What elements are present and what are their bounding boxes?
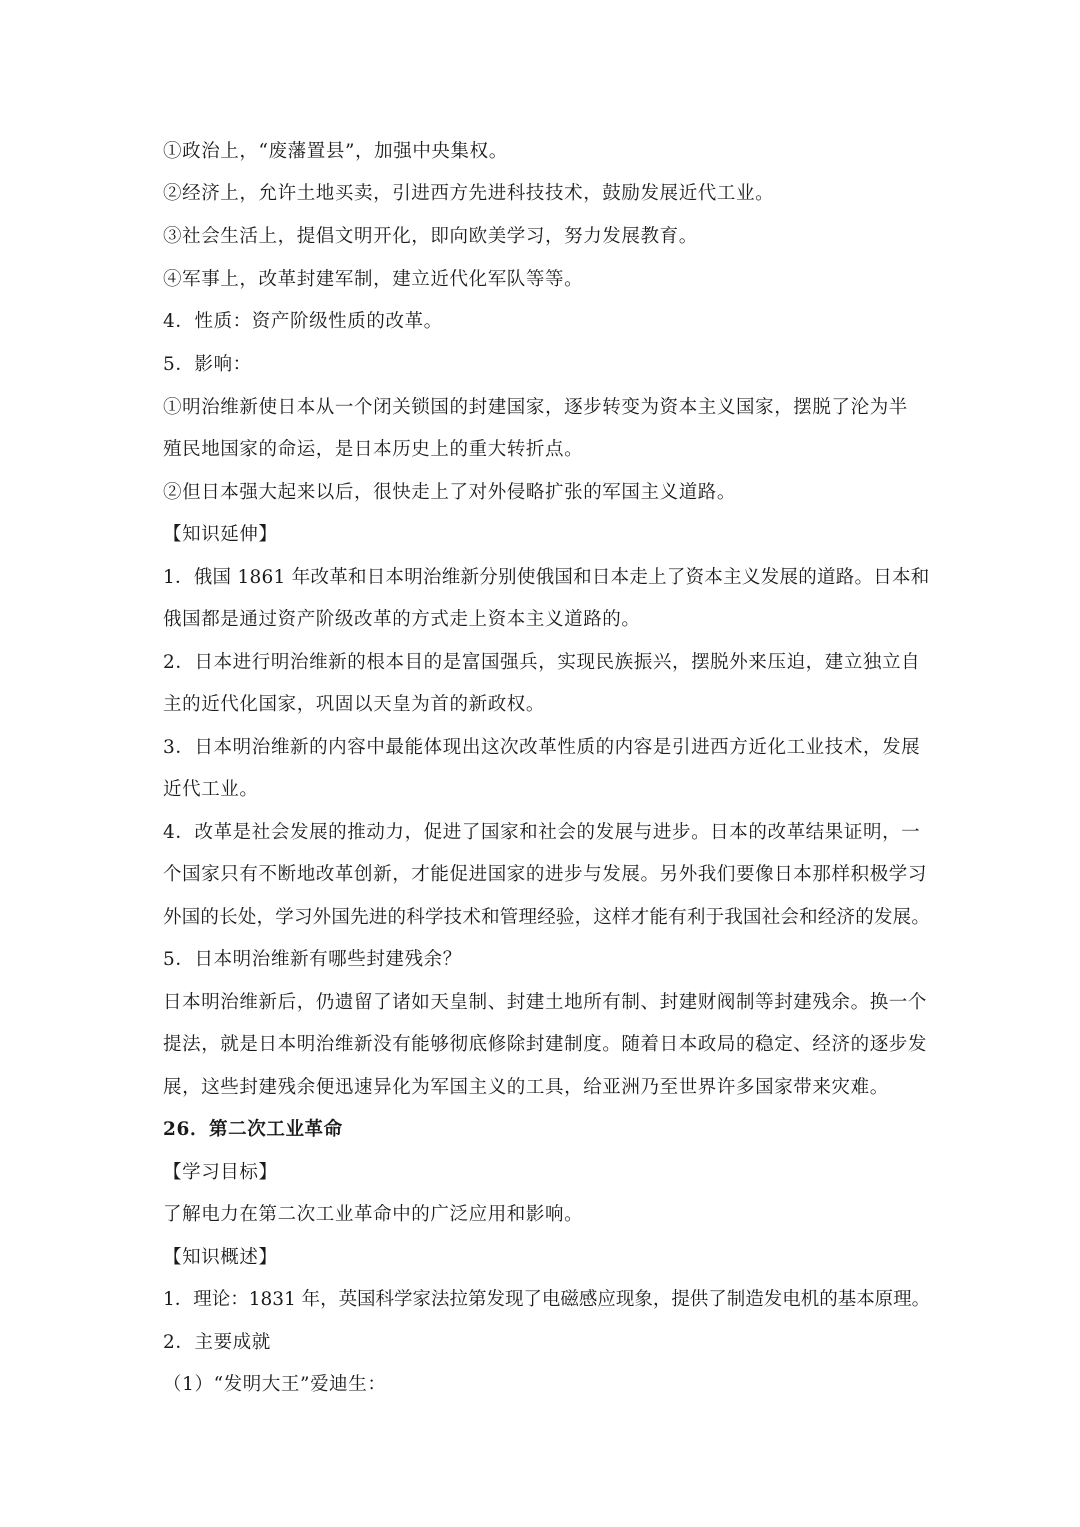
text-line <box>0 1285 1080 1315</box>
text-line <box>0 137 1080 167</box>
text-line <box>0 435 1080 465</box>
line-text: 5．影响： <box>163 354 252 375</box>
line-text: ①政治上，“废藩置县”，加强中央集权。 <box>163 141 508 162</box>
heading-text: 【学习目标】 <box>163 1162 278 1183</box>
text-line <box>0 903 1080 933</box>
text-line <box>0 478 1080 508</box>
text-line <box>0 222 1080 252</box>
line-text: 4．改革是社会发展的推动力，促进了国家和社会的发展与进步。日本的改革结果证明，一 <box>163 822 921 843</box>
line-text: 殖民地国家的命运，是日本历史上的重大转折点。 <box>163 439 584 460</box>
text-line <box>0 648 1080 678</box>
text-line <box>0 945 1080 975</box>
line-text: 主的近代化国家，巩固以天皇为首的新政权。 <box>163 694 546 715</box>
line-text: ②经济上，允许土地买卖，引进西方先进科技技术，鼓励发展近代工业。 <box>163 183 775 204</box>
line-text: ③社会生活上，提倡文明开化，即向欧美学习，努力发展教育。 <box>163 226 698 247</box>
text-line <box>0 1370 1080 1400</box>
text-line <box>0 988 1080 1018</box>
line-text: 5．日本明治维新有哪些封建残余？ <box>163 949 462 970</box>
text-line <box>0 818 1080 848</box>
line-text: 1．理论：1831 年，英国科学家法拉第发现了电磁感应现象，提供了制造发电机的基本原理。 <box>163 1289 931 1310</box>
line-text: ④军事上，改革封建军制，建立近代化军队等等。 <box>163 269 584 290</box>
text-line <box>0 179 1080 209</box>
text-line <box>0 1328 1080 1358</box>
line-text: 展，这些封建残余便迅速异化为军国主义的工具，给亚洲乃至世界许多国家带来灾难。 <box>163 1077 889 1098</box>
section-heading <box>0 520 1080 550</box>
chapter-title <box>0 1115 1080 1145</box>
line-text: 4．性质：资产阶级性质的改革。 <box>163 311 443 332</box>
text-line <box>0 605 1080 635</box>
line-text: 日本明治维新后，仍遗留了诸如天皇制、封建土地所有制、封建财阀制等封建残余。换一个 <box>163 992 928 1013</box>
line-text: 2．主要成就 <box>163 1332 271 1353</box>
text-line <box>0 307 1080 337</box>
line-text: 1．俄国 1861 年改革和日本明治维新分别使俄国和日本走上了资本主义发展的道路。日本和 <box>163 567 930 588</box>
line-text: 个国家只有不断地改革创新，才能促进国家的进步与发展。另外我们要像日本那样积极学习 <box>163 864 928 885</box>
section-heading <box>0 1243 1080 1273</box>
line-text: 3．日本明治维新的内容中最能体现出这次改革性质的内容是引进西方近化工业技术，发展 <box>163 737 921 758</box>
text-line <box>0 775 1080 805</box>
line-text: ②但日本强大起来以后，很快走上了对外侵略扩张的军国主义道路。 <box>163 482 737 503</box>
text-line <box>0 1073 1080 1103</box>
text-line <box>0 860 1080 890</box>
line-text: 2．日本进行明治维新的根本目的是富国强兵，实现民族振兴，摆脱外来压迫，建立独立自 <box>163 652 921 673</box>
line-text: ①明治维新使日本从一个闭关锁国的封建国家，逐步转变为资本主义国家，摆脱了沦为半 <box>163 397 908 418</box>
line-text: （1）“发明大王”爱迪生： <box>163 1374 387 1395</box>
section-heading <box>0 1158 1080 1188</box>
text-line <box>0 1030 1080 1060</box>
line-text: 俄国都是通过资产阶级改革的方式走上资本主义道路的。 <box>163 609 641 630</box>
heading-text: 【知识概述】 <box>163 1247 278 1268</box>
text-line <box>0 563 1080 593</box>
text-line <box>0 350 1080 380</box>
text-line <box>0 690 1080 720</box>
text-line <box>0 1200 1080 1230</box>
text-line <box>0 733 1080 763</box>
line-text: 了解电力在第二次工业革命中的广泛应用和影响。 <box>163 1204 584 1225</box>
line-text: 近代工业。 <box>163 779 259 800</box>
line-text: 外国的长处，学习外国先进的科学技术和管理经验，这样才能有利于我国社会和经济的发展。 <box>163 907 931 928</box>
text-line <box>0 393 1080 423</box>
text-line <box>0 265 1080 295</box>
chapter-title-text: 26．第二次工业革命 <box>163 1119 343 1140</box>
heading-text: 【知识延伸】 <box>163 524 278 545</box>
line-text: 提法，就是日本明治维新没有能够彻底修除封建制度。随着日本政局的稳定、经济的逐步发 <box>163 1034 928 1055</box>
